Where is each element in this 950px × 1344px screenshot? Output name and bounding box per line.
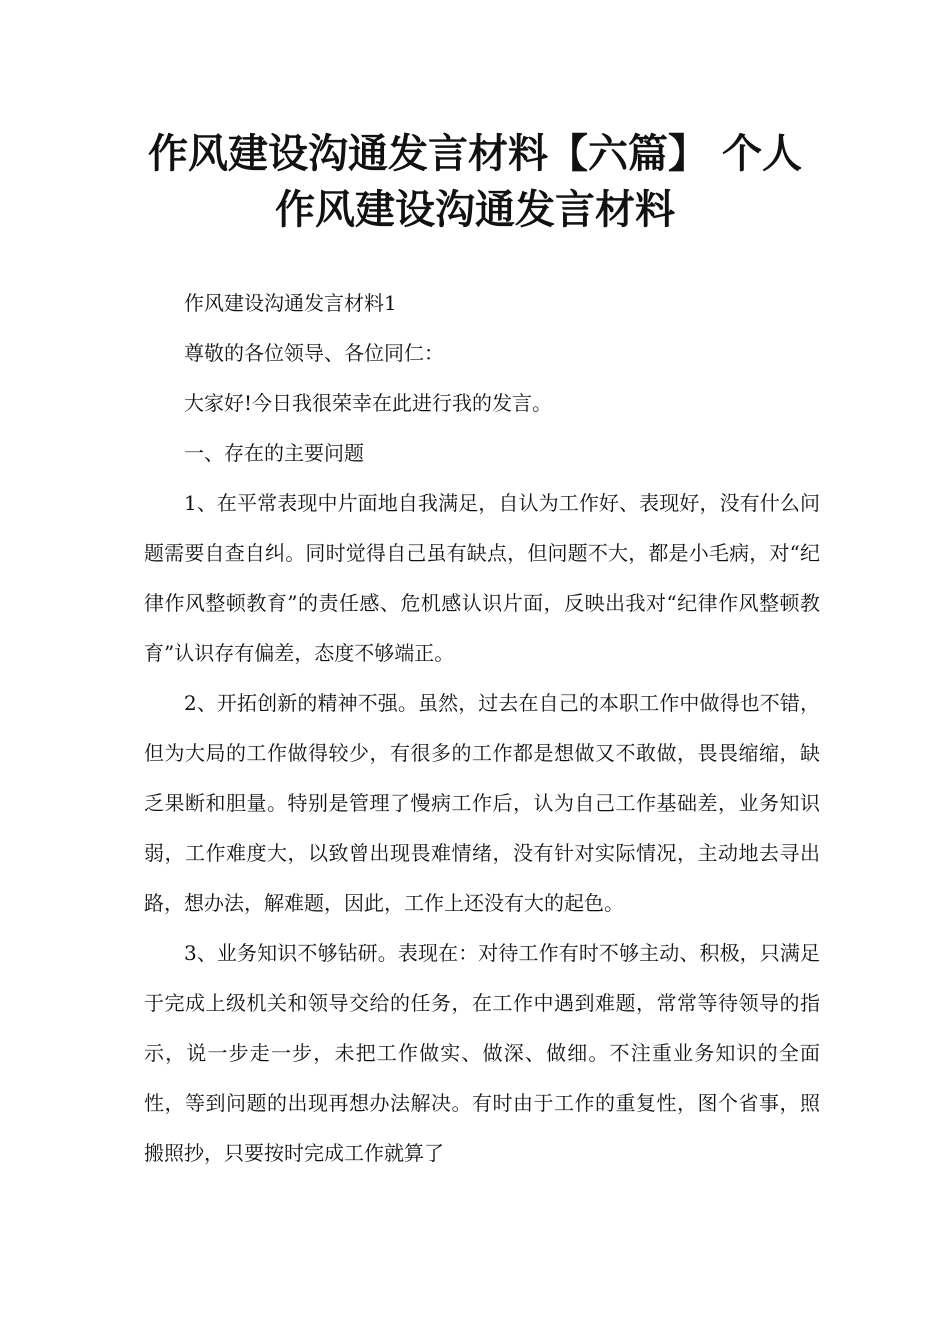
title-line-1: 作风建设沟通发言材料【六篇】 个人 xyxy=(148,131,802,177)
document-title xyxy=(0,126,950,238)
paragraph-item-3: 3、业务知识不够钻研。表现在：对待工作有时不够主动、积极，只满足于完成上级机关和领导交给的任务，在工作中遇到难题，常常等待领导的指示，说一步走一步，未把工作做实、做深、做细。不注重业务知识的全面性，等到问题的出现再想办法解决。有时由于工作的重复性，图个省事，照搬照抄，只要按时完成工作就算了 xyxy=(144,941,820,1165)
document-body xyxy=(144,278,820,1178)
paragraph-heading: 作风建设沟通发言材料1 xyxy=(184,291,397,315)
section-heading: 一、存在的主要问题 xyxy=(184,441,364,465)
title-line-2: 作风建设沟通发言材料 xyxy=(275,187,675,233)
paragraph-item-1: 1、在平常表现中片面地自我满足，自认为工作好、表现好，没有什么问题需要自查自纠。同时觉得自己虽有缺点，但问题不大，都是小毛病，对“纪律作风整顿教育”的责任感、危机感认识片面，反映出我对“纪律作风整顿教育”认识存有偏差，态度不够端正。 xyxy=(144,491,820,665)
paragraph-greeting: 大家好!今日我很荣幸在此进行我的发言。 xyxy=(184,391,553,415)
paragraph-item-2: 2、开拓创新的精神不强。虽然，过去在自己的本职工作中做得也不错，但为大局的工作做得较少，有很多的工作都是想做又不敢做，畏畏缩缩，缺乏果断和胆量。特别是管理了慢病工作后，认为自己工作基础差，业务知识弱，工作难度大，以致曾出现畏难情绪，没有针对实际情况，主动地去寻出路，想办法，解难题，因此，工作上还没有大的起色。 xyxy=(144,691,820,915)
paragraph-salutation: 尊敬的各位领导、各位同仁： xyxy=(184,341,444,365)
